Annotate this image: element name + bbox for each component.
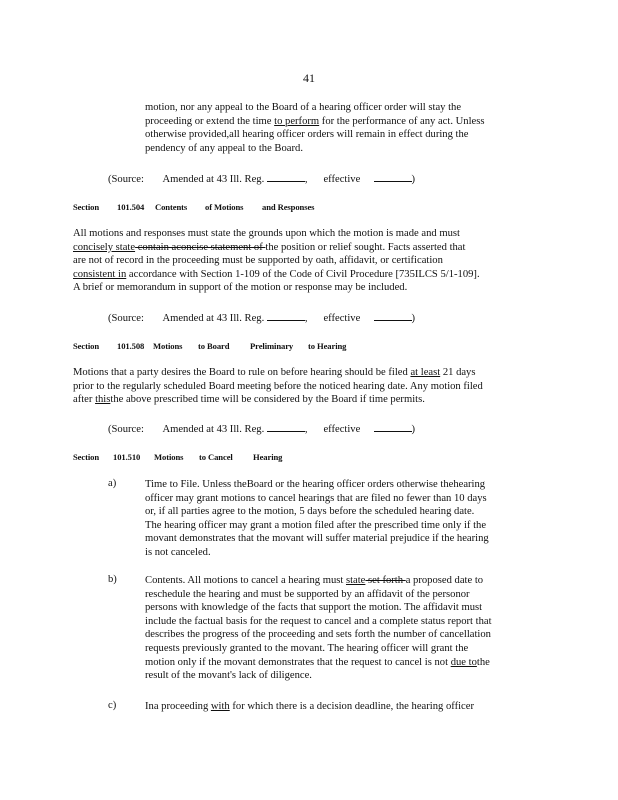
text-line: prior to the regularly scheduled Board meeting before the noticed hearing date. Any motion filed: [73, 380, 483, 392]
list-marker-a: a): [108, 478, 117, 489]
text-line: after thisthe above prescribed time will be considered by the Board if time permits.: [73, 394, 425, 406]
text-line: motion, nor any appeal to the Board of a hearing officer order will stay the: [145, 102, 462, 113]
text-line: are not of record in the proceeding must be supported by oath, affidavit, or certification: [73, 255, 443, 267]
source-note: (Source: Amended at 43 Ill. Reg. , effective ): [108, 424, 416, 435]
blank-line: [267, 172, 305, 182]
inserted-text: state: [345, 575, 366, 586]
blank-line: [267, 422, 305, 432]
deleted-text: set forth: [365, 575, 406, 586]
text-line: persons with knowledge of the facts that support the motion. The affidavit must: [145, 602, 483, 614]
section-heading-101-504: Section 101.504 Contents of Motions and Responses: [73, 202, 315, 212]
text-line: describes the progress of the proceeding and sets forth the number of cancellation: [145, 629, 491, 641]
source-note: (Source: Amended at 43 Ill. Reg. , effective ): [108, 174, 416, 185]
blank-line: [374, 422, 412, 432]
subsection-b-body: [145, 574, 531, 683]
text-line: All motions and responses must state the grounds upon which the motion is made and must: [73, 228, 460, 239]
text-line: otherwise provided,all hearing officer orders will remain in effect during the: [145, 129, 469, 141]
text-line: reschedule the hearing and must be supported by an affidavit of the personor: [145, 588, 470, 600]
text-line: officer may grant motions to cancel hearings that are filed no fewer than 10 days: [145, 492, 487, 504]
deleted-text: contain aconcise statement of: [135, 241, 266, 253]
blank-line: [374, 311, 412, 321]
text-line: Ina proceeding with for which there is a decision deadline, the hearing officer: [145, 701, 474, 712]
text-line: include the factual basis for the request to cancel and a complete status report that: [145, 615, 492, 627]
text-line: A brief or memorandum in support of the motion or response may be included.: [73, 282, 408, 294]
text-line: consistent in accordance with Section 1-109 of the Code of Civil Procedure [735ILCS 5/1-109].: [73, 268, 480, 280]
inserted-text: at least: [410, 367, 441, 378]
intro-paragraph: [145, 101, 531, 155]
text-line: Motions that a party desires the Board to rule on before hearing should be filed at least 21 days: [73, 367, 476, 378]
list-marker-c: c): [108, 700, 117, 711]
page-number: 41: [303, 71, 315, 85]
text-line: Time to File. Unless theBoard or the hearing officer orders otherwise thehearing: [145, 479, 486, 490]
inserted-text: with: [210, 701, 230, 712]
text-line: pendency of any appeal to the Board.: [145, 142, 303, 154]
source-note: (Source: Amended at 43 Ill. Reg. , effective ): [108, 313, 416, 324]
section-101-504-body: [73, 227, 539, 295]
text-line: The hearing officer may grant a motion filed after the prescribed time only if the: [145, 519, 487, 531]
text-line: motion only if the movant demonstrates that the request to cancel is not due tothe: [145, 656, 490, 668]
inserted-text: concisely state: [73, 241, 136, 253]
text-line: is not canceled.: [145, 546, 211, 558]
text-line: or, if all parties agree to the motion, 5 days before the scheduled hearing date.: [145, 506, 475, 518]
section-heading-101-508: Section 101.508 Motions to Board Preliminary to Hearing: [73, 341, 347, 351]
text-line: proceeding or extend the time to perform for the performance of any act. Unless: [145, 115, 485, 127]
section-101-508-body: [73, 366, 539, 407]
text-line: result of the movant's lack of diligence.: [145, 670, 312, 682]
inserted-text: to perform: [274, 115, 320, 127]
section-heading-101-510: Section 101.510 Motions to Cancel Hearing: [73, 452, 283, 462]
inserted-text: consistent in: [73, 268, 127, 280]
inserted-text: this: [95, 394, 111, 406]
blank-line: [374, 172, 412, 182]
list-marker-b: b): [108, 574, 117, 585]
subsection-a-body: [145, 478, 531, 560]
subsection-c-body: [145, 700, 531, 714]
blank-line: [267, 311, 305, 321]
text-line: Contents. All motions to cancel a hearing must state set forth a proposed date to: [145, 575, 484, 586]
text-line: requests previously granted to the movant. The hearing officer will grant the: [145, 642, 469, 654]
text-line: concisely state contain aconcise statement of the position or relief sought. Facts asserted that: [73, 241, 466, 253]
text-line: movant demonstrates that the movant will suffer material prejudice if the hearing: [145, 533, 489, 545]
inserted-text: due to: [450, 656, 477, 668]
